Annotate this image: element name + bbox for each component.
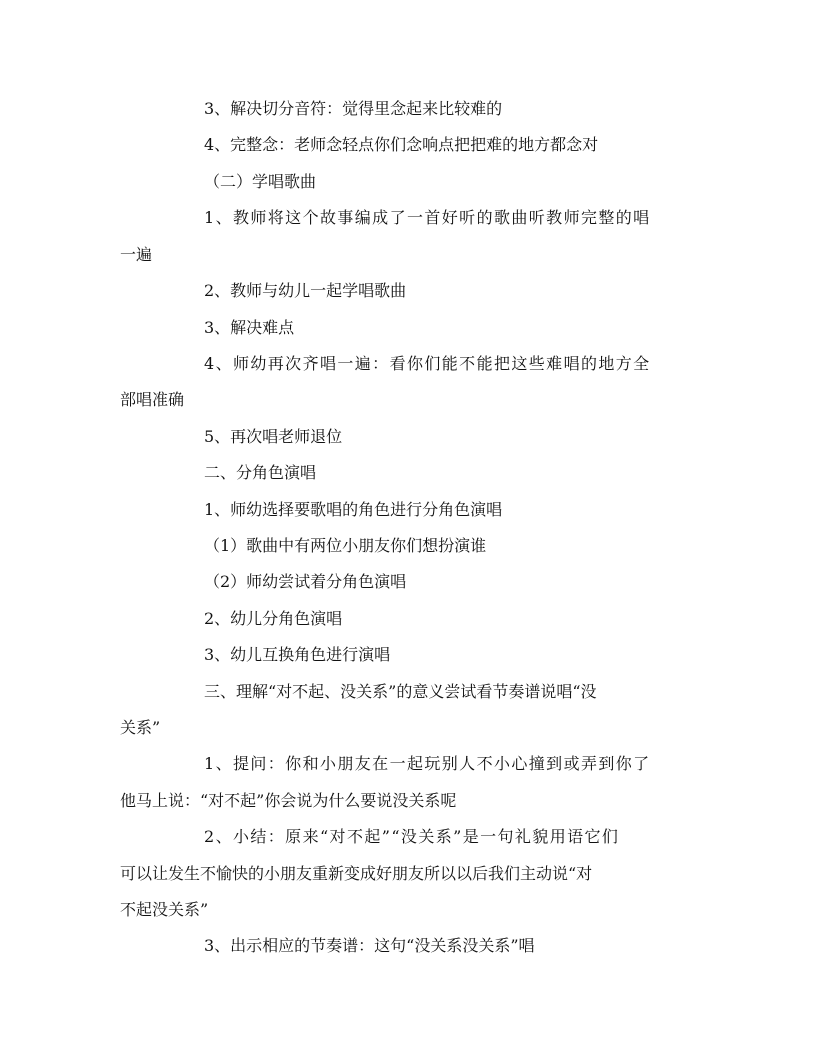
text-line: 2、教师与幼儿一起学唱歌曲 bbox=[204, 281, 407, 300]
text-line: 关系” bbox=[120, 718, 161, 737]
text-line: 部唱准确 bbox=[120, 390, 185, 409]
text-line: （1）歌曲中有两位小朋友你们想扮演谁 bbox=[204, 536, 487, 555]
text-line: 2、小结：原来“对不起”“没关系”是一句礼貌用语它们 bbox=[204, 827, 620, 846]
text-line: 4、师幼再次齐唱一遍：看你们能不能把这些难唱的地方全 bbox=[204, 354, 651, 373]
text-line: 4、完整念：老师念轻点你们念响点把把难的地方都念对 bbox=[204, 135, 599, 154]
text-line: 2、幼儿分角色演唱 bbox=[204, 609, 343, 628]
text-line: 1、提问：你和小朋友在一起玩别人不小心撞到或弄到你了 bbox=[204, 754, 651, 773]
text-line: 3、解决难点 bbox=[204, 318, 295, 337]
text-line: 3、幼儿互换角色进行演唱 bbox=[204, 645, 391, 664]
text-line: 3、出示相应的节奏谱：这句“没关系没关系”唱 bbox=[204, 936, 535, 955]
text-line: 不起没关系” bbox=[120, 900, 209, 919]
text-line: 他马上说：“对不起”你会说为什么要说没关系呢 bbox=[120, 791, 457, 810]
text-line: 可以让发生不愉快的小朋友重新变成好朋友所以以后我们主动说“对 bbox=[120, 864, 593, 883]
text-line: 5、再次唱老师退位 bbox=[204, 427, 343, 446]
section-heading: （二）学唱歌曲 bbox=[204, 172, 317, 191]
text-line: 3、解决切分音符：觉得里念起来比较难的 bbox=[204, 99, 503, 118]
text-line: 一遍 bbox=[120, 245, 153, 264]
section-heading: 三、理解“对不起、没关系”的意义尝试看节奏谱说唱“没 bbox=[204, 682, 597, 701]
section-heading: 二、分角色演唱 bbox=[204, 463, 317, 482]
text-line: 1、师幼选择要歌唱的角色进行分角色演唱 bbox=[204, 500, 503, 519]
text-line: 1、教师将这个故事编成了一首好听的歌曲听教师完整的唱 bbox=[204, 208, 651, 227]
text-line: （2）师幼尝试着分角色演唱 bbox=[204, 572, 407, 591]
